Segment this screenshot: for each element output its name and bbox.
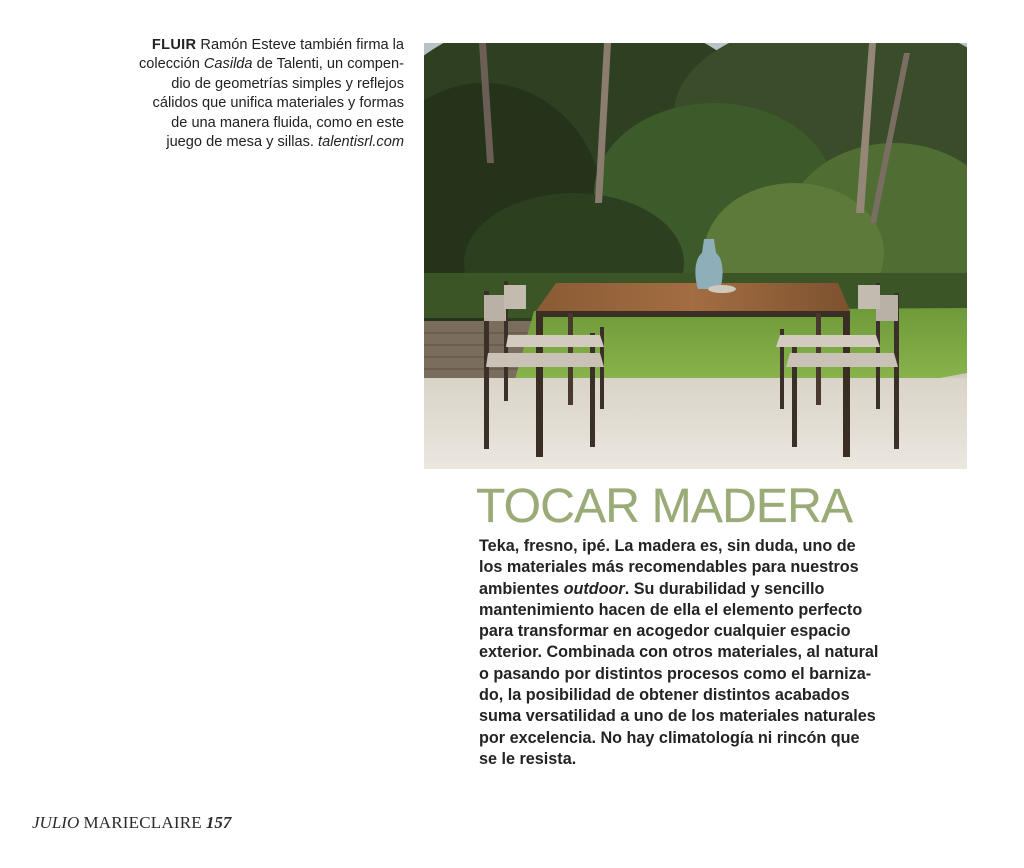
body-line: o pasando por distintos procesos como el barniza- xyxy=(479,664,872,683)
body-line: mantenimiento hacen de ella el elemento perfecto xyxy=(479,600,863,619)
collection-name: Casilda xyxy=(203,56,253,73)
caption-line-5: de una manera fluida, como en este xyxy=(171,114,404,131)
article-headline: TOCAR MADERA xyxy=(476,480,853,533)
photo-caption xyxy=(40,36,404,152)
footer-month: JULIO xyxy=(32,813,80,832)
footer-magazine: MARIECLAIRE xyxy=(83,813,202,832)
garden-table-illustration xyxy=(424,43,967,469)
caption-line-1: FLUIR Ramón Esteve también firma la xyxy=(151,37,404,53)
caption-line-3: dio de geometrías simples y reflejos xyxy=(171,75,404,92)
body-line: do, la posibilidad de obtener distintos acabados xyxy=(479,686,850,705)
furniture-photo xyxy=(424,43,967,469)
article-body xyxy=(479,536,949,770)
caption-lead: FLUIR xyxy=(151,37,197,53)
caption-line-4: cálidos que unifica materiales y formas xyxy=(152,95,404,112)
body-line: ambientes outdoor. Su durabilidad y sencillo xyxy=(479,579,825,598)
body-line: se le resista. xyxy=(479,749,577,768)
page-footer xyxy=(32,813,231,833)
caption-line-6: juego de mesa y sillas. talentisrl.com xyxy=(166,134,404,151)
body-line: por excelencia. No hay climatología ni rincón que xyxy=(479,728,860,747)
body-line: Teka, fresno, ipé. La madera es, sin duda, uno de xyxy=(479,537,856,555)
website-link[interactable]: talentisrl.com xyxy=(318,134,404,151)
page-number: 157 xyxy=(205,813,232,832)
caption-line-2: colección Casilda de Talenti, un compen- xyxy=(138,56,404,73)
body-line: exterior. Combinada con otros materiales, al natural xyxy=(479,643,879,662)
body-line: los materiales más recomendables para nuestros xyxy=(479,558,859,577)
body-line: suma versatilidad a uno de los materiales naturales xyxy=(479,707,876,726)
body-line: para transformar en acogedor cualquier espacio xyxy=(479,622,851,641)
